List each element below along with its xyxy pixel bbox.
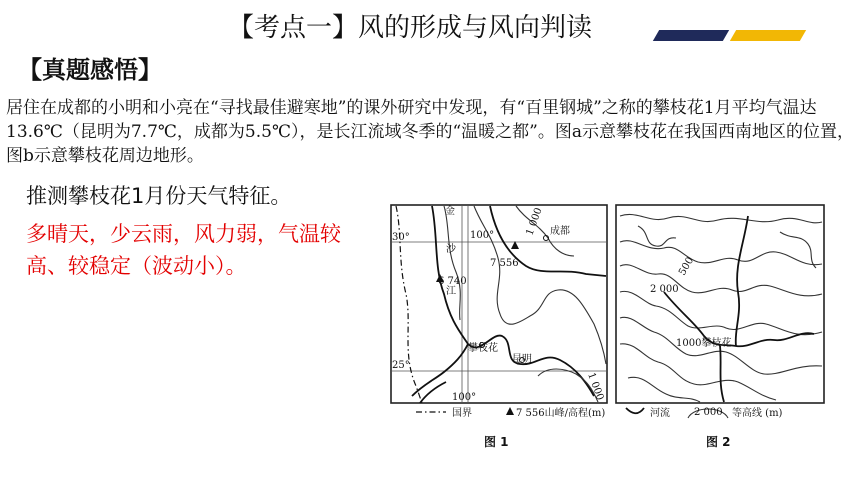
label-chengdu: 成都 — [550, 226, 570, 237]
legend-contour-value: 2 000 — [694, 407, 723, 418]
label-lat30: 30° — [392, 232, 410, 243]
label-lon100-mid: 100° — [470, 230, 495, 241]
label-jin: 金 — [445, 206, 455, 217]
label-contour-1000-a: 1 000 — [524, 206, 545, 238]
label-c2000: 2 000 — [650, 284, 679, 295]
label-panzhihua: 攀枝花 — [468, 343, 498, 354]
legend-contour-label: 等高线 (m) — [732, 408, 783, 419]
label-peak-7556: 7 556 — [490, 258, 519, 269]
map-legend — [416, 406, 783, 419]
label-lon100-bottom: 100° — [452, 392, 477, 403]
decorative-gold-bar — [730, 30, 806, 41]
label-lat25: 25° — [392, 360, 410, 371]
section-label: 【真题感悟】 — [18, 56, 162, 84]
answer-text: 多晴天，少云雨，风力弱，气温较高、较稳定（波动小）。 — [26, 222, 341, 278]
label-c1000-panzhihua: 1000攀枝花 — [676, 338, 732, 349]
intro-paragraph: 居住在成都的小明和小亮在“寻找最佳避寒地”的课外研究中发现，有“百里钢城”之称的攀枝花1月平均气温达13.6℃（昆明为7.7℃，成都为5.5℃），是长江流域冬季的“温暖之都”。图a示意攀枝花在我国西南地区的位置，图b示意攀枝花周边地形。 — [6, 98, 854, 166]
maps-figure — [388, 196, 828, 458]
legend-peak-label: 7 556山峰/高程(m) — [516, 408, 606, 419]
label-sha: 沙 — [446, 244, 456, 255]
question-text: 推测攀枝花1月份天气特征。 — [26, 184, 292, 208]
label-c500: 500 — [677, 255, 697, 278]
legend-river-label: 河流 — [650, 408, 670, 419]
figure1-caption: 图 1 — [484, 435, 509, 449]
label-peak-6740: 6 740 — [438, 276, 467, 287]
label-jiang: 江 — [446, 286, 456, 297]
legend-border-label: 国界 — [452, 408, 472, 419]
figure2-caption: 图 2 — [706, 435, 731, 449]
peak-legend-icon — [506, 407, 514, 415]
decorative-navy-bar — [653, 30, 729, 41]
river-legend-icon — [626, 408, 644, 413]
label-kunming: 昆明 — [512, 354, 532, 365]
slide-title: 【考点一】风的形成与风向判读 — [228, 13, 593, 43]
label-contour-1000-b: 1 000 — [585, 371, 606, 402]
